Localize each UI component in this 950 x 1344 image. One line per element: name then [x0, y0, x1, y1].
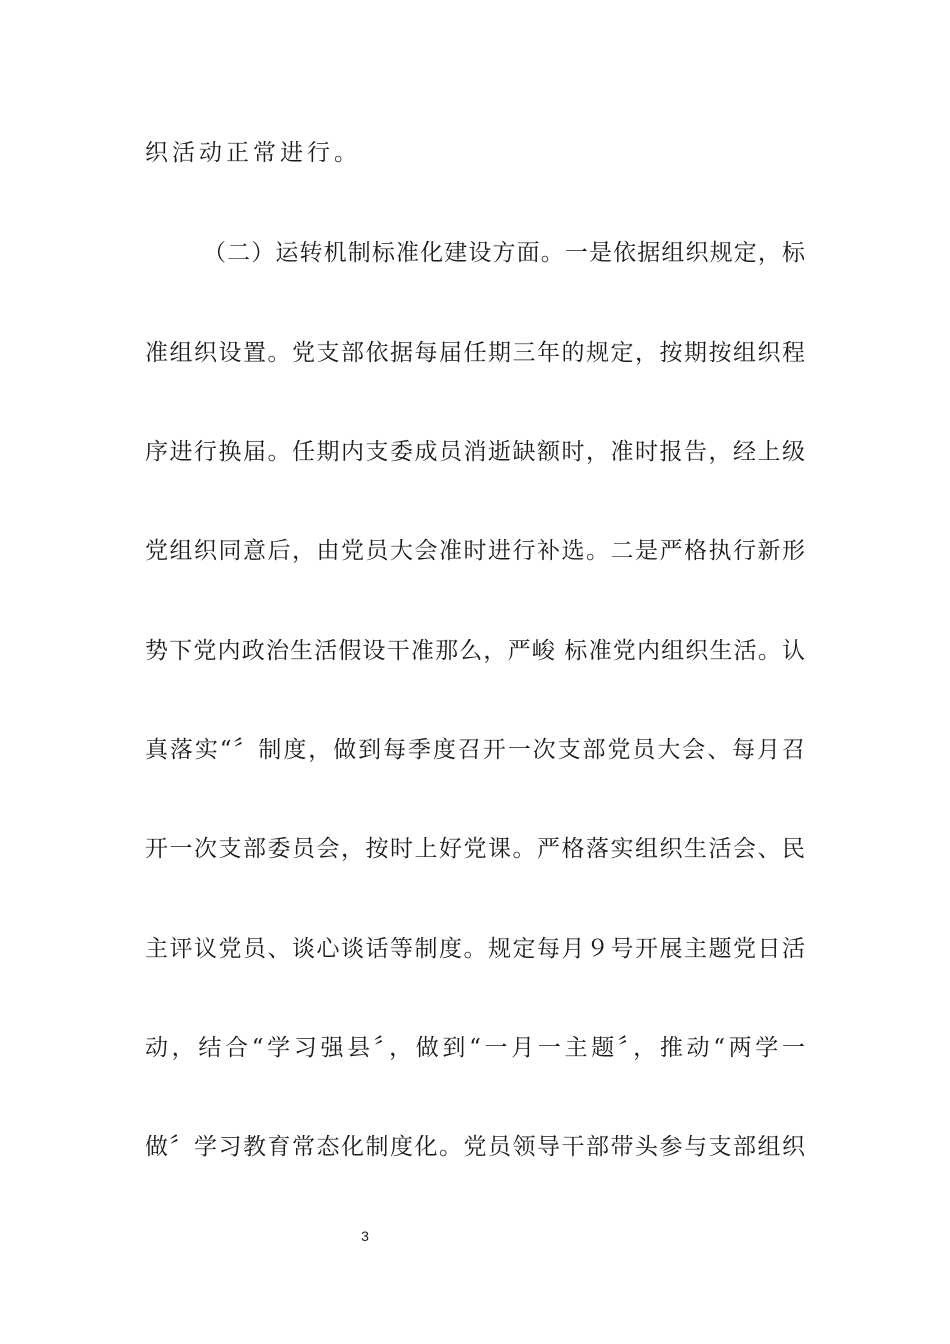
text-line-8: 开一次支部委员会，按时上好党课。严格落实组织生活会、民	[145, 836, 805, 862]
text-line-4: 序进行换届。任期内支委成员消逝缺额时，准时报告，经上级	[145, 439, 805, 465]
page-number: 3	[361, 1228, 369, 1244]
text-line-6: 势下党内政治生活假设干准那么，严峻 标准党内组织生活。认	[145, 638, 805, 664]
text-line-9: 主评议党员、谈心谈话等制度。规定每月９号开展主题党日活	[145, 936, 805, 962]
text-line-5: 党组织同意后，由党员大会准时进行补选。二是严格执行新形	[145, 538, 805, 564]
text-line-2: （二）运转机制标准化建设方面。一是依据组织规定，标	[203, 240, 805, 266]
text-line-7: 真落实“〞制度，做到每季度召开一次支部党员大会、每月召	[145, 737, 805, 763]
text-line-10: 动，结合“学习强县〞，做到“一月一主题〞，推动“两学一	[145, 1035, 805, 1061]
text-line-1: 织活动正常进行。	[145, 140, 361, 166]
text-line-11: 做〞学习教育常态化制度化。党员领导干部带头参与支部组织	[145, 1134, 805, 1160]
text-line-3: 准组织设置。党支部依据每届任期三年的规定，按期按组织程	[145, 340, 805, 366]
